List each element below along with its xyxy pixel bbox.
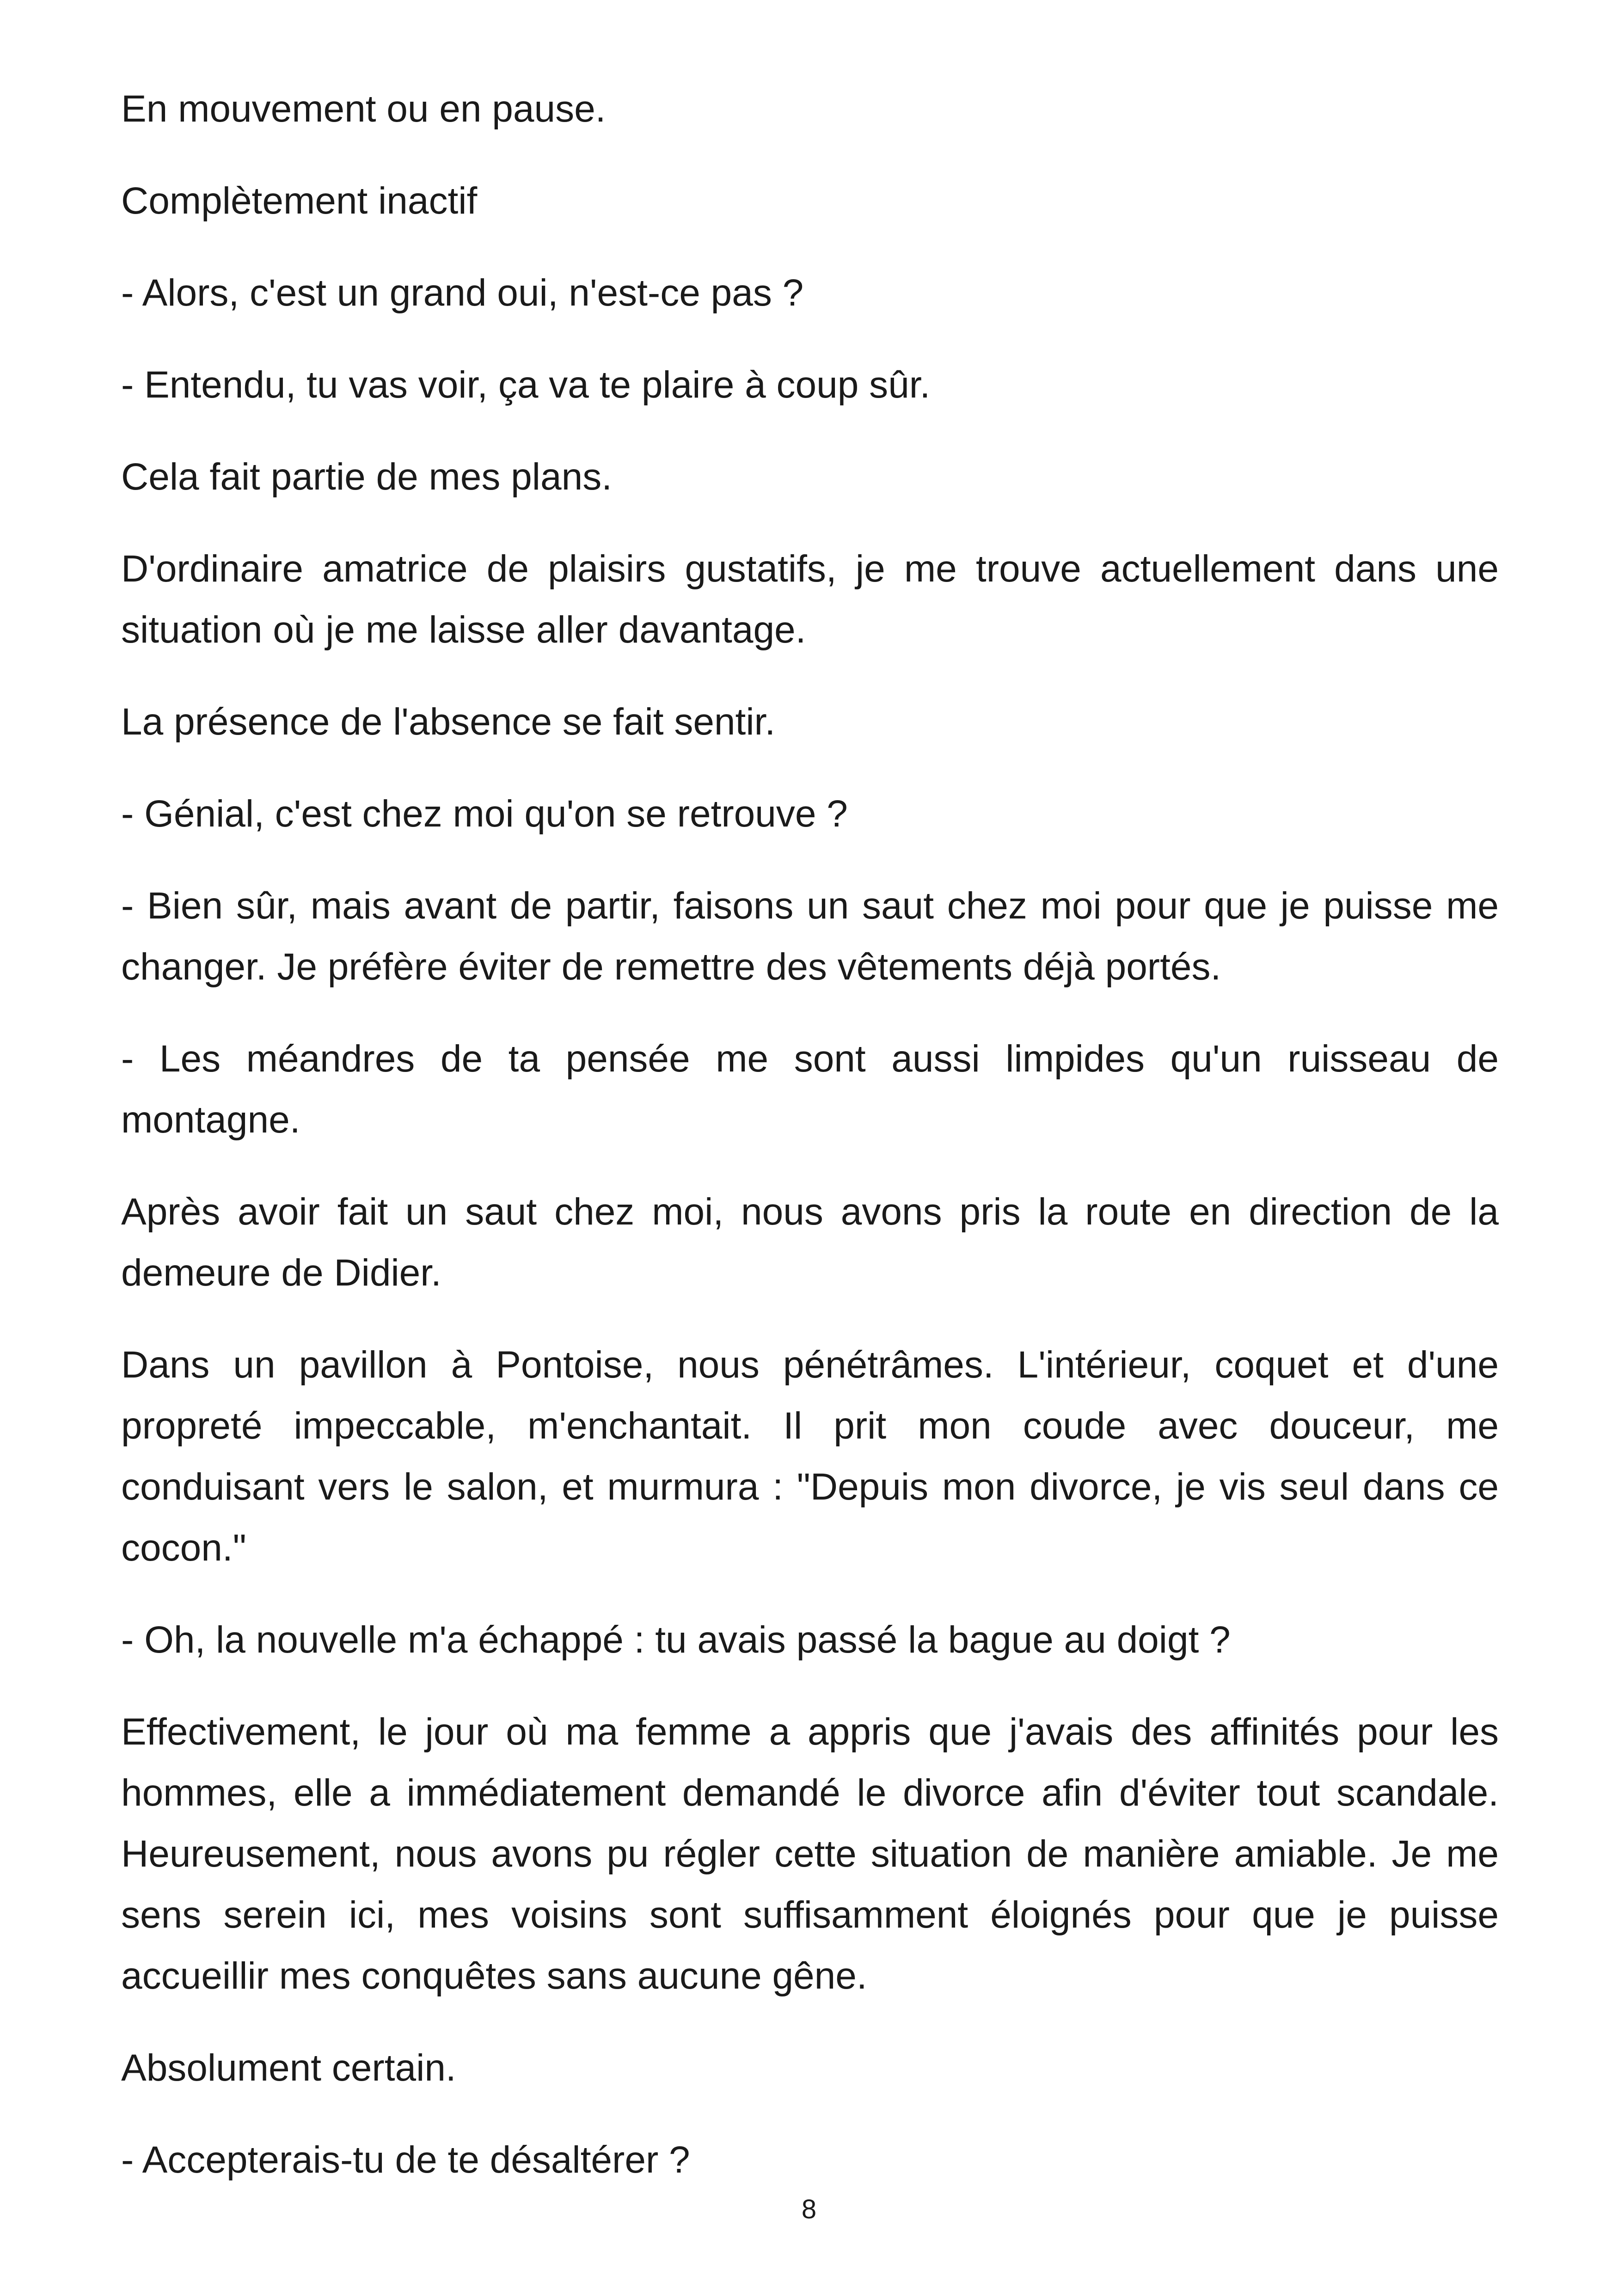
paragraph: D'ordinaire amatrice de plaisirs gustatifs, je me trouve actuellement dans une situation où je me laisse aller davantage. bbox=[121, 548, 1499, 651]
paragraph: - Alors, c'est un grand oui, n'est-ce pas ? bbox=[121, 272, 804, 314]
paragraph: Cela fait partie de mes plans. bbox=[121, 456, 612, 498]
paragraph: En mouvement ou en pause. bbox=[121, 88, 606, 130]
paragraph: Absolument certain. bbox=[121, 2047, 456, 2089]
paragraph: - Bien sûr, mais avant de partir, faisons un saut chez moi pour que je puisse me changer. Je préfère éviter de remettre des vêtements déjà portés. bbox=[121, 885, 1499, 988]
page-number: 8 bbox=[801, 2194, 817, 2224]
paragraph: Dans un pavillon à Pontoise, nous pénétrâmes. L'intérieur, coquet et d'une propreté impeccable, m'enchantait. Il prit mon coude avec douceur, me conduisant vers le salon, et murmura : "Depuis mon divorce, je vis seul dans ce cocon." bbox=[121, 1344, 1499, 1569]
paragraph: - Les méandres de ta pensée me sont aussi limpides qu'un ruisseau de montagne. bbox=[121, 1038, 1499, 1141]
paragraph: Après avoir fait un saut chez moi, nous avons pris la route en direction de la demeure de Didier. bbox=[121, 1191, 1499, 1294]
paragraph: La présence de l'absence se fait sentir. bbox=[121, 701, 776, 743]
paragraph: - Entendu, tu vas voir, ça va te plaire à coup sûr. bbox=[121, 364, 931, 406]
paragraph: - Accepterais-tu de te désaltérer ? bbox=[121, 2139, 690, 2181]
paragraph: - Génial, c'est chez moi qu'on se retrouve ? bbox=[121, 793, 848, 835]
paragraph: Complètement inactif bbox=[121, 180, 478, 222]
paragraph: - Oh, la nouvelle m'a échappé : tu avais passé la bague au doigt ? bbox=[121, 1619, 1231, 1661]
body-text bbox=[121, 79, 1499, 2191]
paragraph: Effectivement, le jour où ma femme a appris que j'avais des affinités pour les hommes, elle a immédiatement demandé le divorce afin d'éviter tout scandale. Heureusement, nous avons pu régler cette situation de manière amiable. Je me sens serein ici, mes voisins sont suffisamment éloignés pour que je puisse accueillir mes conquêtes sans aucune gêne. bbox=[121, 1711, 1499, 1997]
